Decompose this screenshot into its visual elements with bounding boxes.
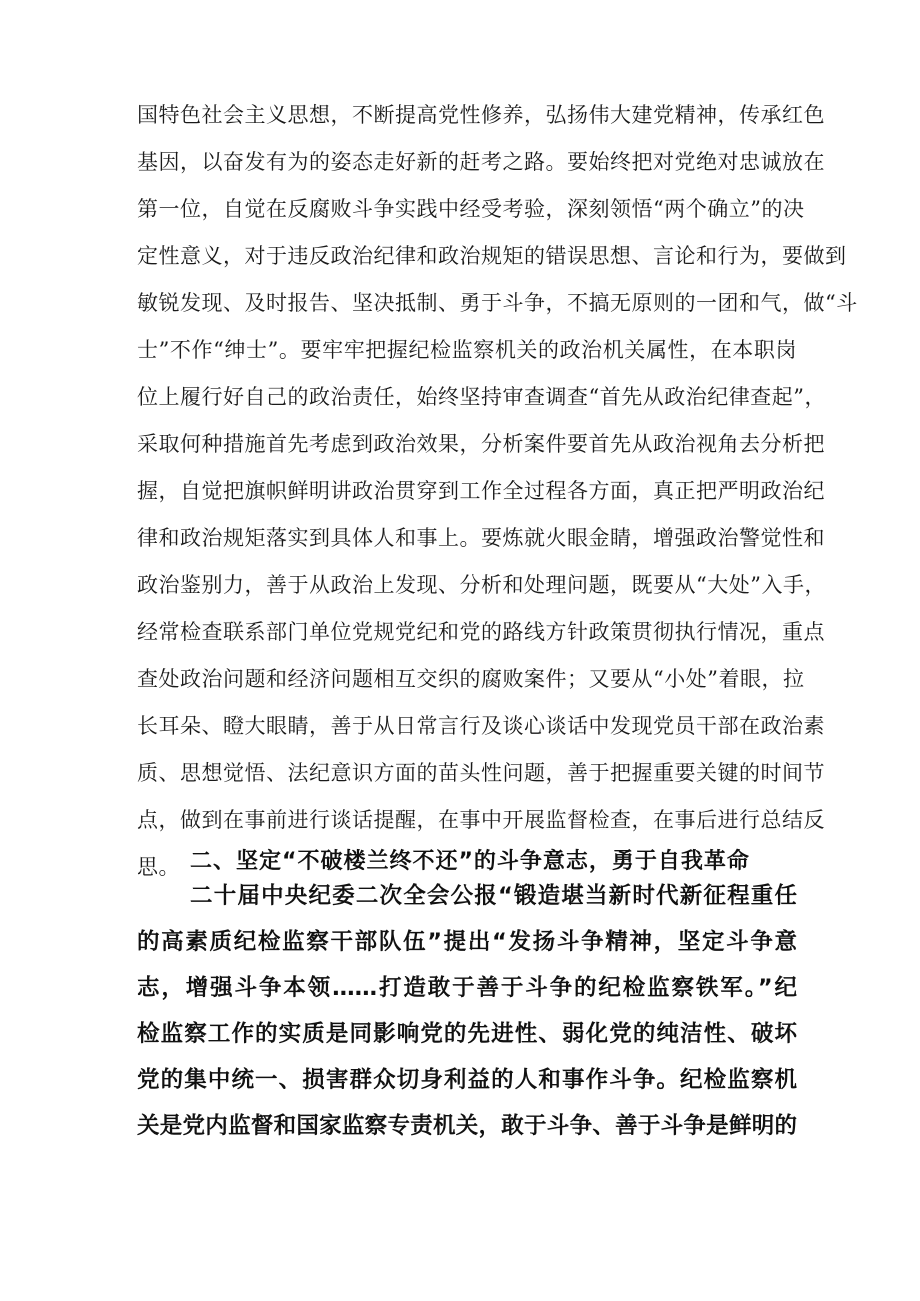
body-line: 基因，以奋发有为的姿态走好新的赶考之路。要始终把对党绝对忠诚放在 (137, 150, 825, 174)
body-line: 敏锐发现、及时报告、坚决抵制、勇于斗争，不搞无原则的一团和气，做“斗 (137, 291, 858, 315)
body-line: 思。 (137, 855, 180, 879)
body-line: 党的集中统一、损害群众切身利益的人和事作斗争。纪检监察机 (137, 1067, 797, 1093)
body-line: 国特色社会主义思想，不断提高党性修养，弘扬伟大建党精神，传承红色 (137, 103, 825, 127)
body-line: 质、思想觉悟、法纪意识方面的苗头性问题，善于把握重要关键的时间节 (137, 761, 825, 785)
body-line: 的高素质纪检监察干部队伍”提出“发扬斗争精神，坚定斗争意 (137, 929, 797, 955)
body-line: 检监察工作的实质是同影响党的先进性、弱化党的纯洁性、破坏 (137, 1021, 797, 1047)
body-line: 关是党内监督和国家监察专责机关，敢于斗争、善于斗争是鲜明的 (137, 1113, 797, 1139)
body-line: 志，增强斗争本领……打造敢于善于斗争的纪检监察铁军。”纪 (137, 975, 797, 1001)
body-line: 长耳朵、瞪大眼睛，善于从日常言行及谈心谈话中发现党员干部在政治素 (137, 714, 825, 738)
section-heading: 二、坚定“不破楼兰终不还”的斗争意志，勇于自我革命 (190, 849, 750, 874)
body-line: 握，自觉把旗帜鲜明讲政治贯穿到工作全过程各方面，真正把严明政治纪 (137, 479, 825, 503)
body-line: 定性意义，对于违反政治纪律和政治规矩的错误思想、言论和行为，要做到 (137, 244, 847, 268)
body-line: 位上履行好自己的政治责任，始终坚持审查调查“首先从政治纪律查起”， (137, 385, 826, 409)
body-line: 政治鉴别力，善于从政治上发现、分析和处理问题，既要从“大处”入手， (137, 573, 826, 597)
body-line: 点，做到在事前进行谈话提醒，在事中开展监督检查，在事后进行总结反 (137, 808, 825, 832)
body-line: 律和政治规矩落实到具体人和事上。要炼就火眼金睛，增强政治警觉性和 (137, 526, 825, 550)
body-line: 第一位，自觉在反腐败斗争实践中经受考验，深刻领悟“两个确立”的决 (137, 197, 805, 221)
body-line: 查处政治问题和经济问题相互交织的腐败案件；又要从“小处”着眼，拉 (137, 667, 805, 691)
body-line: 采取何种措施首先考虑到政治效果，分析案件要首先从政治视角去分析把 (137, 432, 825, 456)
body-line: 经常检查联系部门单位党规党纪和党的路线方针政策贯彻执行情况，重点 (137, 620, 825, 644)
body-line: 士”不作“绅士”。要牢牢把握纪检监察机关的政治机关属性，在本职岗 (137, 338, 797, 362)
body-line: 二十届中央纪委二次全会公报“锻造堪当新时代新征程重任 (190, 883, 797, 909)
